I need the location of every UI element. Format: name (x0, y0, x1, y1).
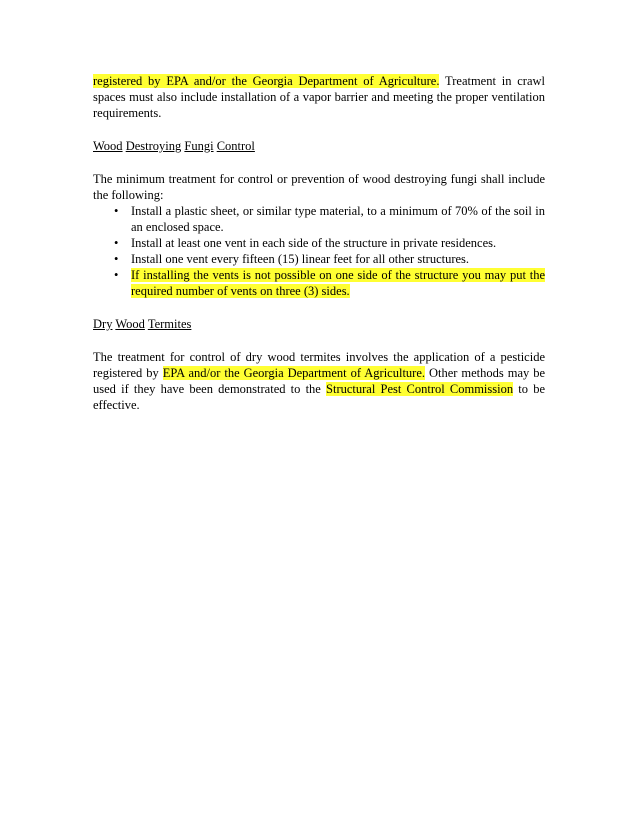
list-item (93, 267, 545, 299)
list-item: • Install at least one vent in each side of the structure in private residences. (114, 236, 497, 250)
highlight-structural-pest-control-commission: Structural Pest Control Commission (326, 382, 514, 396)
bullet-icon: • (114, 204, 119, 218)
bullet-icon: • (114, 268, 119, 282)
paragraph-crawl-spaces-text: Treatment in crawl spaces must also include installation of a vapor barrier and meeting the proper ventilation requirements. (93, 74, 545, 120)
highlight-epa-registration: registered by EPA and/or the Georgia Department of Agriculture. (93, 74, 440, 88)
fungi-requirements-list (93, 203, 545, 299)
paragraph-fungi-intro: The minimum treatment for control or prevention of wood destroying fungi shall include the following: (93, 172, 545, 202)
list-item: • Install a plastic sheet, or similar type material, to a minimum of 70% of the soil in an enclosed space. (114, 204, 545, 234)
bullet-icon: • (114, 252, 119, 266)
list-item: • Install one vent every fifteen (15) linear feet for all other structures. (114, 252, 470, 266)
paragraph-registration (93, 73, 545, 121)
document-page (93, 73, 545, 413)
heading-dry-wood-termites: Dry Wood Termites (93, 317, 192, 331)
paragraph-dry-wood-termites: The treatment for control of dry wood termites involves the application of a pesticide registered by EPA and/or the Georgia Department of Agriculture. Other methods may be used if they have been demonstrated to the Structural Pest Control Commission to be effective. (93, 350, 546, 412)
highlight-epa-georgia: EPA and/or the Georgia Department of Agriculture. (162, 366, 425, 380)
bullet-icon: • (114, 236, 119, 250)
heading-wood-destroying-fungi-control: Wood Destroying Fungi Control (93, 139, 255, 153)
highlight-vents-three-sides: If installing the vents is not possible on one side of the structure you may put the required number of vents on three (3) sides. (131, 268, 545, 298)
